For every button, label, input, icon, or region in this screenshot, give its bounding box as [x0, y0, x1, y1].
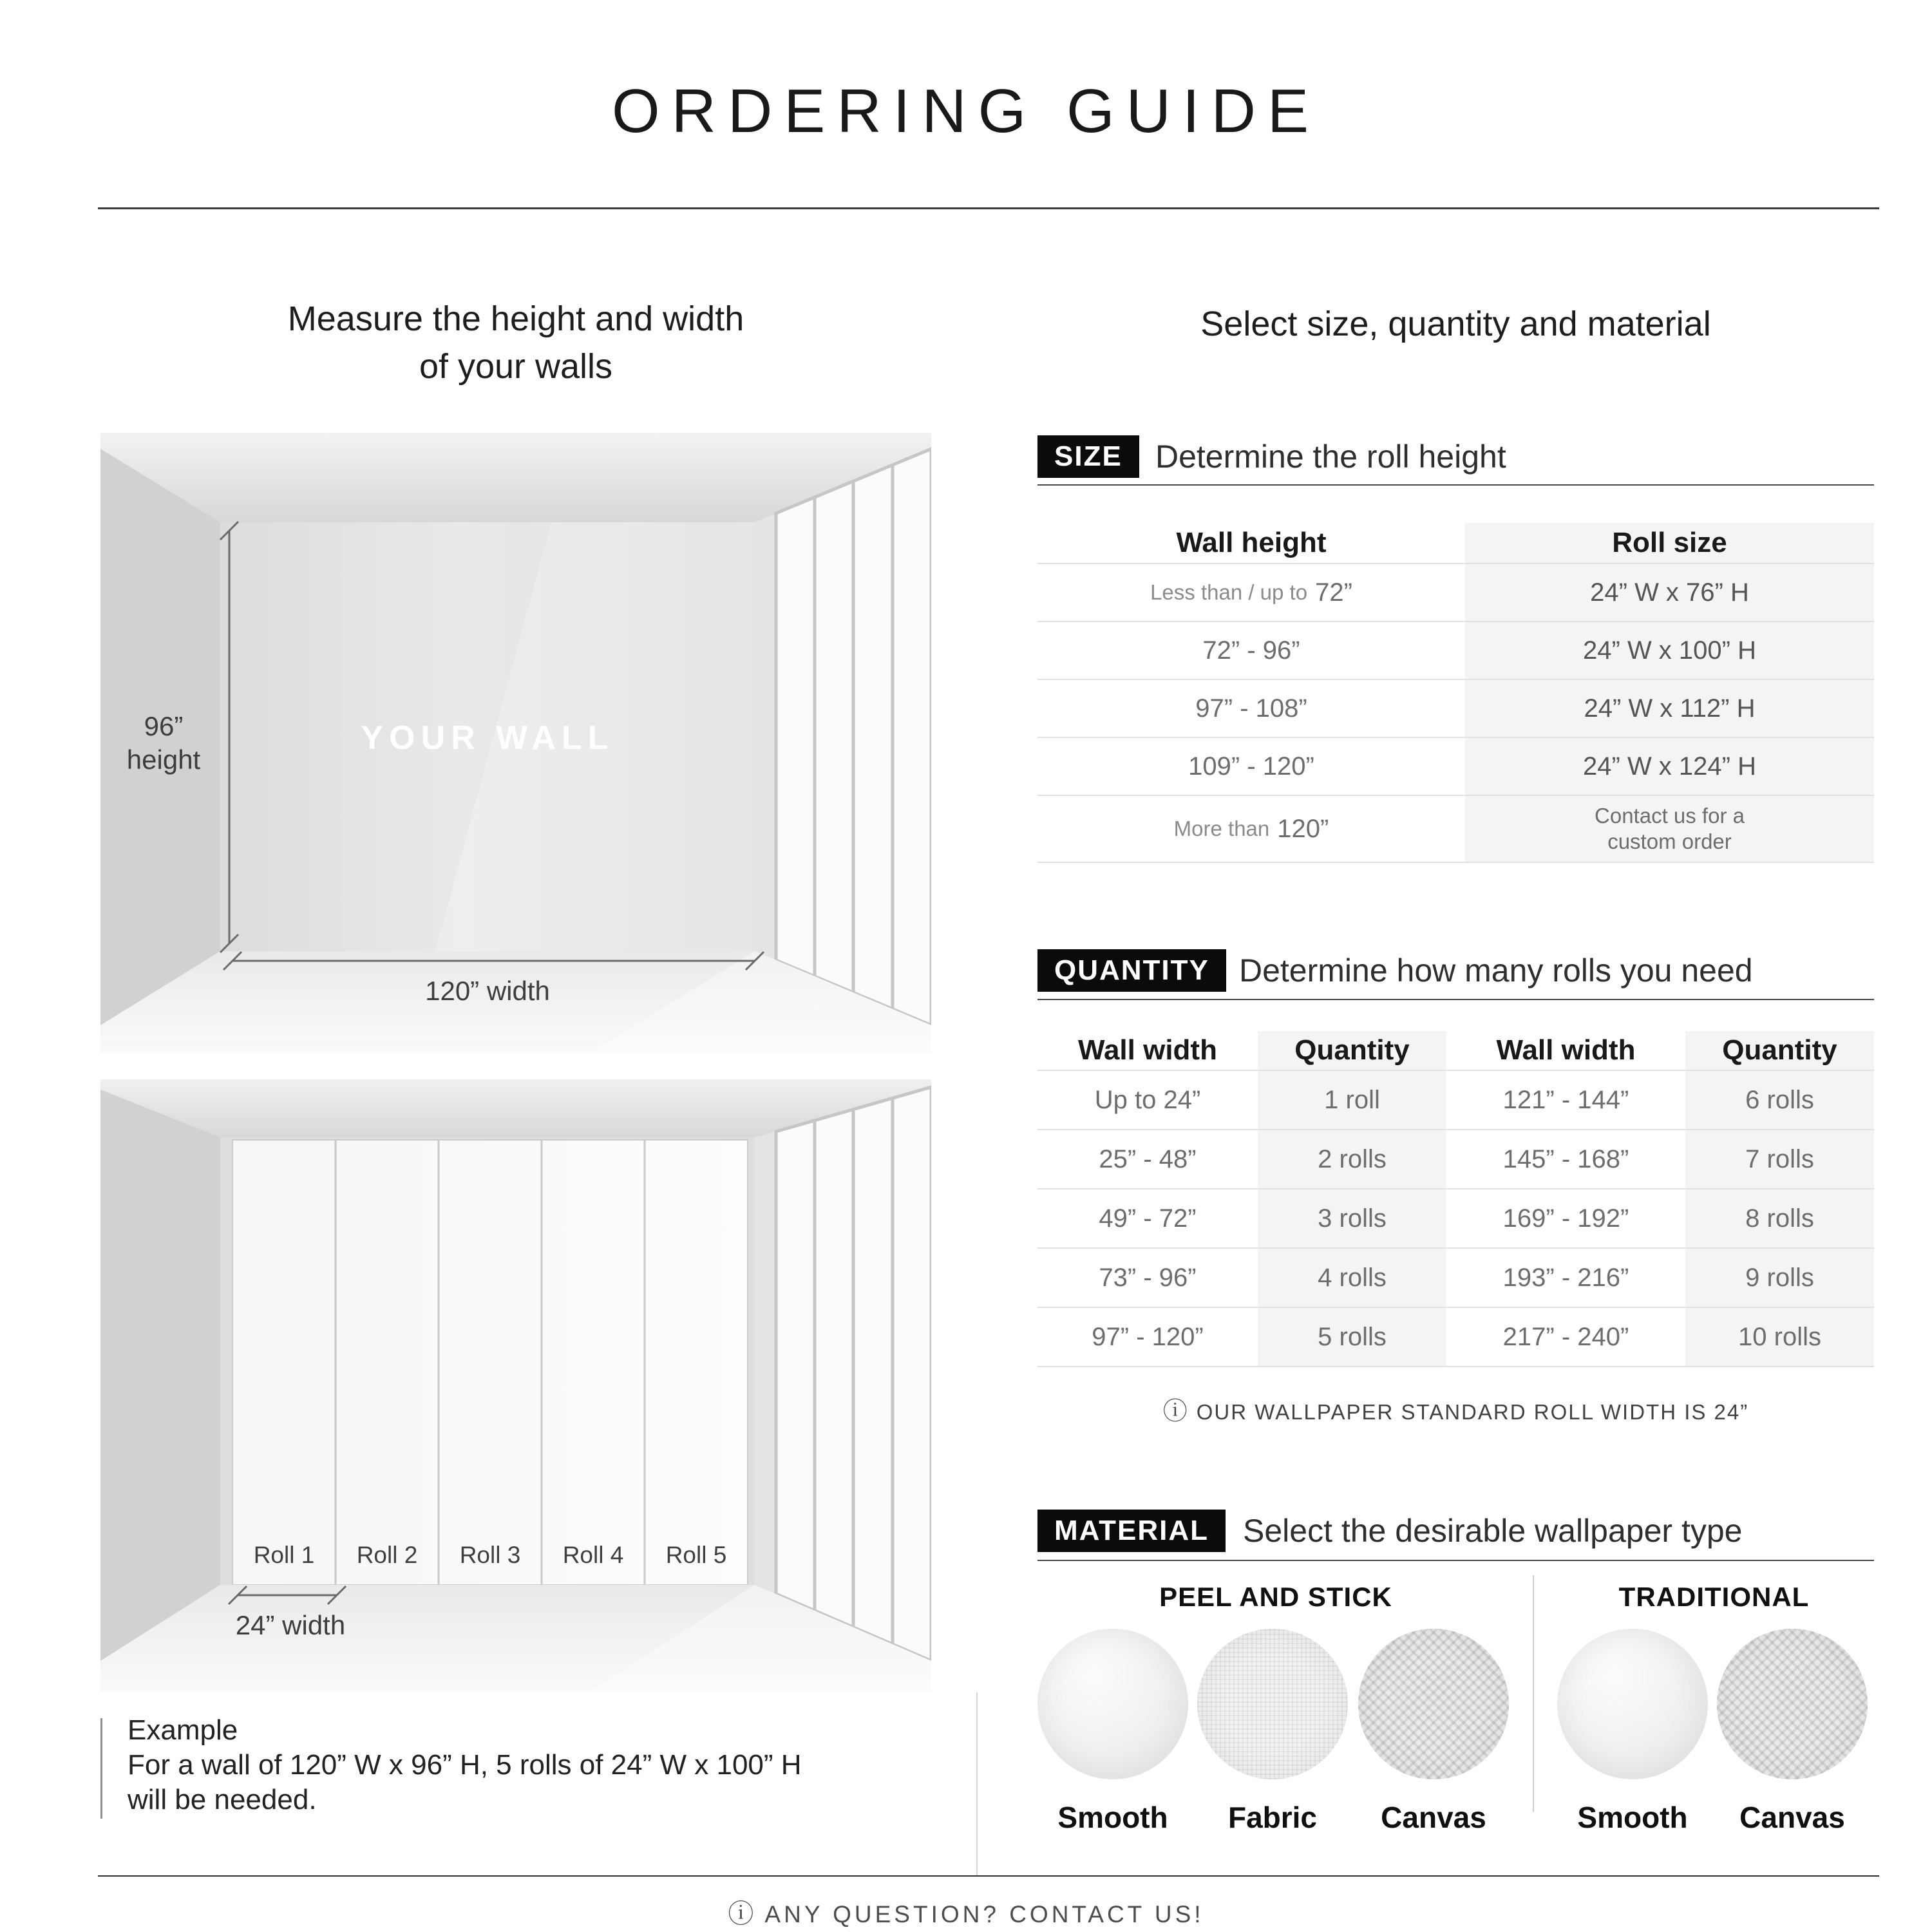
- wall-height-cell: 109” - 120”: [1188, 752, 1314, 781]
- size-badge: SIZE: [1037, 435, 1139, 478]
- col-roll-size: Roll size: [1465, 523, 1874, 563]
- wall-height-word: height: [126, 744, 201, 775]
- quantity-table-header: [1037, 1031, 1874, 1071]
- size-table-row: [1037, 738, 1874, 796]
- roll-width-note-text: OUR WALLPAPER STANDARD ROLL WIDTH IS 24”: [1196, 1400, 1749, 1424]
- room-illustration-measure: [100, 433, 931, 1053]
- wall-width-label: 120” width: [425, 976, 550, 1006]
- roll-1-label: Roll 1: [253, 1542, 315, 1568]
- col-wall-width: Wall width: [1078, 1034, 1217, 1066]
- size-section-rule: [1037, 484, 1874, 486]
- footer-note-text: ANY QUESTION? CONTACT US!: [764, 1901, 1204, 1927]
- quantity-table-row: Up to 24” 1 roll 121” - 144” 6 rolls: [1037, 1071, 1874, 1130]
- example-note: [128, 1713, 802, 1817]
- col-wall-height: Wall height: [1176, 527, 1327, 558]
- swatch-label-smooth-traditional: Smooth: [1577, 1801, 1688, 1834]
- window-panes: [776, 1087, 931, 1661]
- footer-note: [0, 1893, 1932, 1930]
- roll-3-label: Roll 3: [459, 1542, 521, 1568]
- quantity-section-title: Determine how many rolls you need: [1239, 952, 1753, 989]
- example-line3: will be needed.: [128, 1784, 317, 1815]
- swatch-traditional-smooth: [1557, 1629, 1708, 1779]
- wall-height-value: 96”: [144, 711, 184, 741]
- roll-size-cell: Contact us for a custom order: [1465, 796, 1874, 862]
- window-panes: [776, 449, 931, 1025]
- quantity-badge: QUANTITY: [1037, 949, 1226, 992]
- right-column-heading: Select size, quantity and material: [1200, 305, 1711, 343]
- wall-height-cell: Less than / up to 72”: [1150, 578, 1352, 607]
- swatch-peel-smooth: [1037, 1629, 1188, 1779]
- size-section-title: Determine the roll height: [1155, 439, 1506, 475]
- size-table-row: [1037, 622, 1874, 680]
- quantity-table-row: 73” - 96” 4 rolls 193” - 216” 9 rolls: [1037, 1249, 1874, 1308]
- swatch-label-canvas-traditional: Canvas: [1739, 1801, 1845, 1834]
- swatch-traditional-canvas: [1717, 1629, 1868, 1779]
- roll-size-cell: 24” W x 100” H: [1465, 622, 1874, 679]
- wall-height-label: [112, 710, 215, 777]
- quantity-table: [1037, 1031, 1874, 1367]
- col-quantity: Quantity: [1258, 1031, 1446, 1070]
- info-icon: ⓘ: [728, 1900, 757, 1928]
- size-table: [1037, 523, 1874, 863]
- swatch-label-smooth: Smooth: [1057, 1801, 1168, 1834]
- roll-2-label: Roll 2: [356, 1542, 418, 1568]
- size-table-row: [1037, 680, 1874, 738]
- swatch-peel-canvas: [1358, 1629, 1509, 1779]
- swatch-label-fabric: Fabric: [1227, 1801, 1318, 1834]
- header-divider: [98, 207, 1879, 209]
- example-accent-bar: [100, 1718, 102, 1819]
- material-group-peel-and-stick: PEEL AND STICK: [1159, 1582, 1392, 1612]
- roll-5-label: Roll 5: [665, 1542, 727, 1568]
- material-badge: MATERIAL: [1037, 1510, 1226, 1552]
- left-heading-line2: of your walls: [419, 347, 613, 386]
- roll-4-label: Roll 4: [562, 1542, 624, 1568]
- quantity-table-row: 49” - 72” 3 rolls 169” - 192” 8 rolls: [1037, 1189, 1874, 1249]
- left-column-heading: [100, 295, 931, 390]
- room-rolls-svg: [100, 1079, 931, 1692]
- roll-width-note: [1037, 1391, 1874, 1426]
- roll-width-label: 24” width: [235, 1610, 346, 1640]
- column-divider: [976, 1692, 978, 1875]
- swatch-label-canvas: Canvas: [1381, 1801, 1486, 1834]
- example-line2: For a wall of 120” W x 96” H, 5 rolls of 24” W x 100” H: [128, 1749, 802, 1781]
- material-section-rule: [1037, 1560, 1874, 1561]
- col-quantity: Quantity: [1685, 1031, 1874, 1070]
- wall-height-cell: 97” - 108”: [1195, 694, 1307, 723]
- your-wall-label: YOUR WALL: [361, 719, 614, 757]
- footer-divider: [98, 1875, 1879, 1877]
- page-title: ORDERING GUIDE: [611, 77, 1321, 146]
- wall-height-cell: More than 120”: [1173, 814, 1329, 843]
- wallpaper-roll-panels: [232, 1140, 748, 1585]
- roll-size-cell: 24” W x 112” H: [1465, 680, 1874, 737]
- size-table-row: [1037, 796, 1874, 863]
- left-heading-line1: Measure the height and width: [287, 299, 744, 338]
- quantity-table-row: 97” - 120” 5 rolls 217” - 240” 10 rolls: [1037, 1308, 1874, 1367]
- wall-height-cell: 72” - 96”: [1202, 636, 1300, 665]
- material-group-divider: [1533, 1575, 1534, 1812]
- quantity-section-rule: [1037, 999, 1874, 1000]
- material-section-title: Select the desirable wallpaper type: [1243, 1513, 1743, 1549]
- col-wall-width: Wall width: [1496, 1034, 1636, 1066]
- quantity-table-row: 25” - 48” 2 rolls 145” - 168” 7 rolls: [1037, 1130, 1874, 1189]
- roll-size-cell: 24” W x 124” H: [1465, 738, 1874, 795]
- example-title: Example: [128, 1714, 238, 1746]
- roll-size-cell: 24” W x 76” H: [1465, 564, 1874, 621]
- info-icon: ⓘ: [1162, 1398, 1189, 1425]
- size-table-row: [1037, 564, 1874, 622]
- material-group-traditional: TRADITIONAL: [1618, 1582, 1810, 1612]
- swatch-peel-fabric: [1197, 1629, 1348, 1779]
- room-illustration-rolls: [100, 1079, 931, 1692]
- size-table-header: [1037, 523, 1874, 564]
